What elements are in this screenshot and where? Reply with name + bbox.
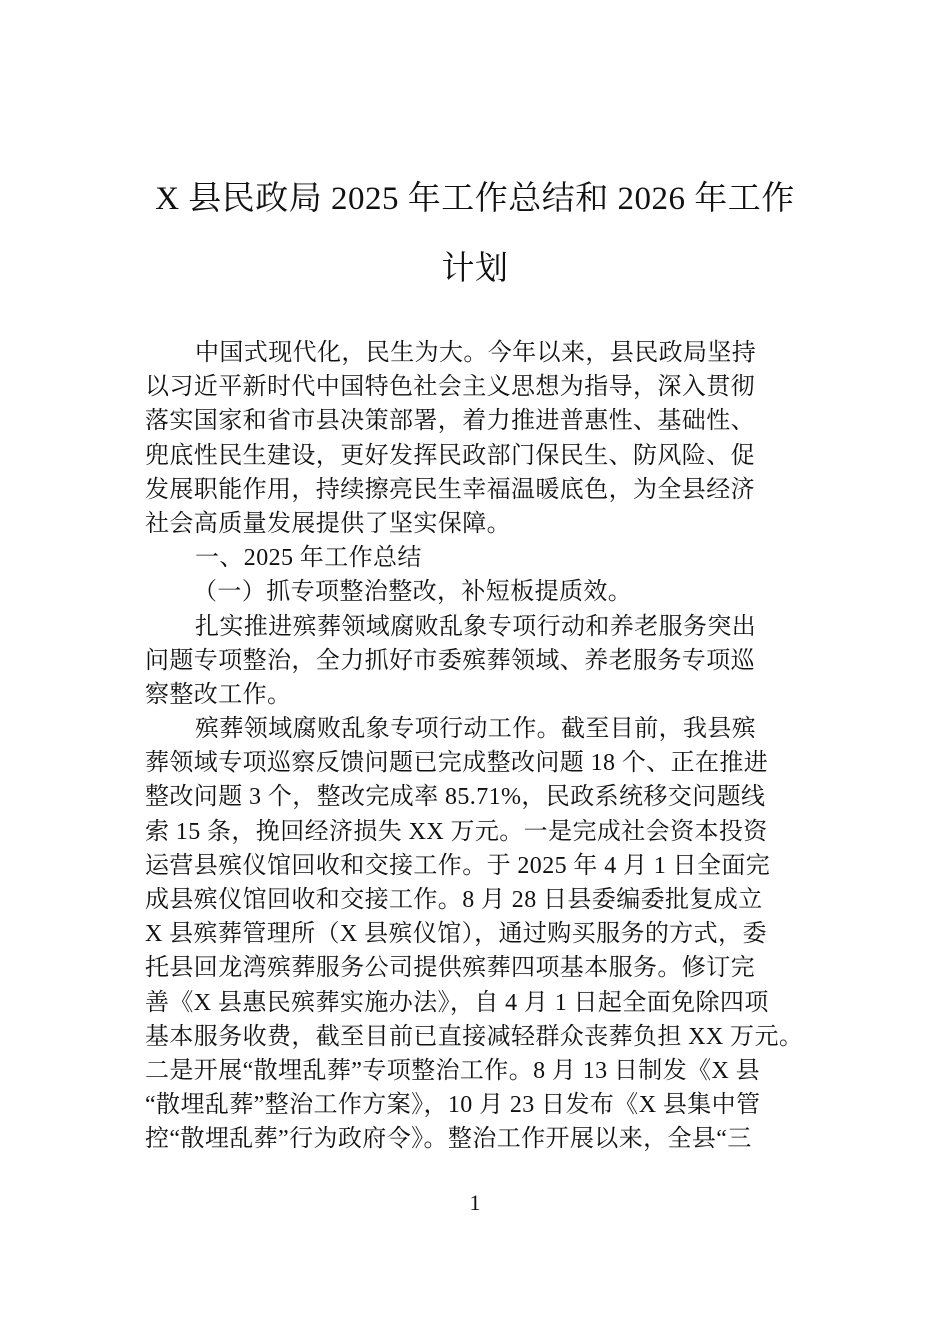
document-body — [145, 336, 825, 1157]
document-title-line-1: X 县民政局 2025 年工作总结和 2026 年工作 — [155, 181, 795, 217]
body-line: 二是开展“散埋乱葬”专项整治工作。8 月 13 日制发《X 县 — [145, 1057, 761, 1084]
body-line: 索 15 条，挽回经济损失 XX 万元。一是完成社会资本投资 — [145, 818, 768, 845]
body-line: X 县殡葬管理所（X 县殡仪馆），通过购买服务的方式，委 — [145, 921, 767, 948]
body-line: 成县殡仪馆回收和交接工作。8 月 28 日县委编委批复成立 — [145, 887, 763, 913]
body-line: 察整改工作。 — [145, 681, 292, 708]
body-line: 发展职能作用，持续擦亮民生幸福温暖底色，为全县经济 — [145, 476, 755, 503]
document-title-line-2: 计划 — [441, 251, 509, 287]
body-line: 落实国家和省市县决策部署，着力推进普惠性、基础性、 — [145, 408, 755, 435]
page-number: 1 — [469, 1190, 481, 1215]
body-line: 扎实推进殡葬领域腐败乱象专项行动和养老服务突出 — [195, 613, 757, 640]
body-line: 社会高质量发展提供了坚实保障。 — [145, 510, 511, 537]
body-line: 运营县殡仪馆回收和交接工作。于 2025 年 4 月 1 日全面完 — [145, 852, 771, 879]
body-line: 整改问题 3 个，整改完成率 85.71%，民政系统移交问题线 — [145, 784, 766, 811]
body-line: 中国式现代化，民生为大。今年以来，县民政局坚持 — [195, 340, 757, 366]
body-line: 控“散埋乱葬”行为政府令》。整治工作开展以来，全县“三 — [145, 1126, 752, 1153]
body-line: 兜底性民生建设，更好发挥民政部门保民生、防风险、促 — [145, 442, 755, 469]
body-line: 问题专项整治，全力抓好市委殡葬领域、养老服务专项巡 — [145, 647, 755, 674]
body-line: 殡葬领域腐败乱象专项行动工作。截至目前，我县殡 — [195, 716, 757, 743]
body-line: 托县回龙湾殡葬服务公司提供殡葬四项基本服务。修订完 — [145, 955, 755, 982]
body-line: 善《X 县惠民殡葬实施办法》，自 4 月 1 日起全面免除四项 — [145, 989, 769, 1016]
body-line: 葬领域专项巡察反馈问题已完成整改问题 18 个、正在推进 — [145, 750, 769, 777]
section-heading: 一、2025 年工作总结 — [195, 545, 422, 572]
body-line: “散埋乱葬”整治工作方案》，10 月 23 日发布《X 县集中管 — [145, 1092, 761, 1119]
subsection-heading: （一）抓专项整治整改，补短板提质效。 — [193, 579, 633, 606]
body-line: 以习近平新时代中国特色社会主义思想为指导，深入贯彻 — [145, 374, 755, 401]
body-line: 基本服务收费，截至目前已直接减轻群众丧葬负担 XX 万元。 — [145, 1023, 804, 1050]
